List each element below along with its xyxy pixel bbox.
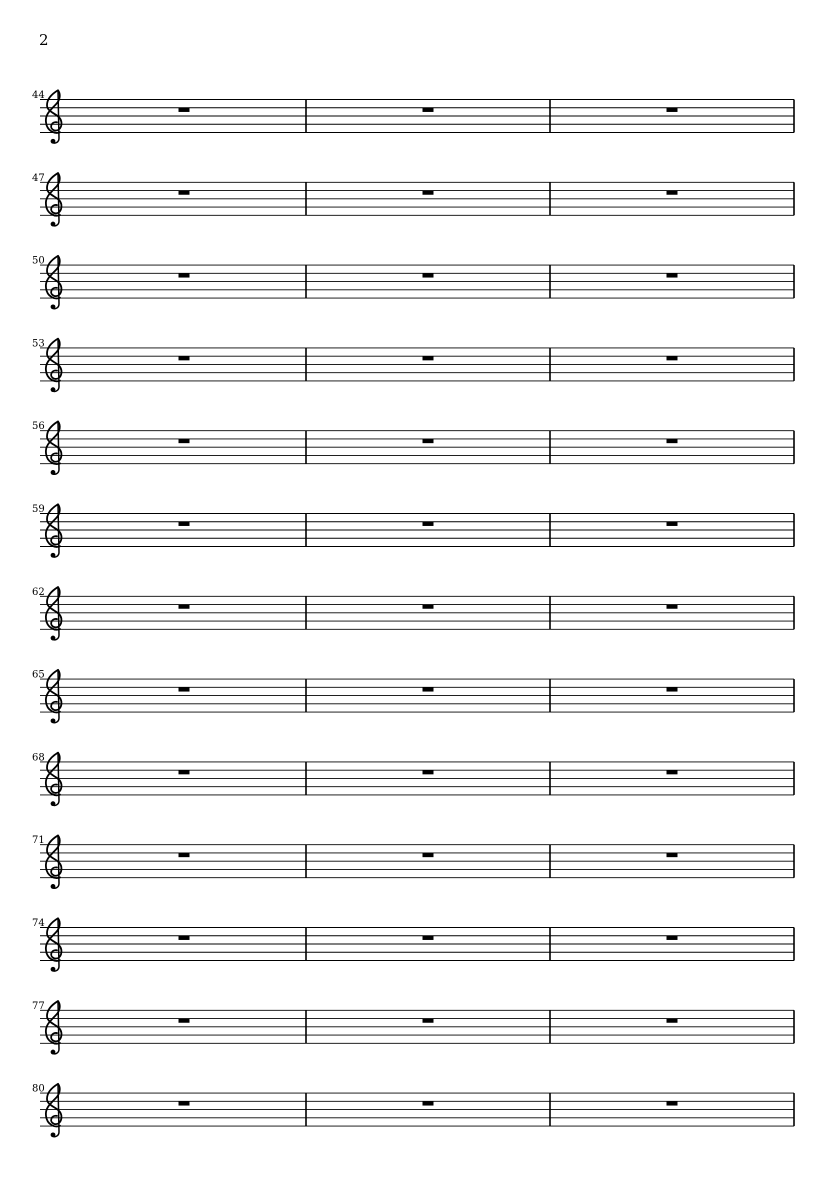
treble-clef-icon [46, 90, 62, 143]
measure-number: 47 [32, 172, 45, 184]
whole-rest-icon [667, 273, 678, 277]
whole-rest-icon [667, 770, 678, 774]
system [32, 256, 794, 310]
treble-clef-icon [46, 918, 62, 971]
measure-number: 71 [32, 835, 45, 847]
whole-rest-icon [423, 1101, 434, 1105]
system [32, 1084, 794, 1138]
system [32, 1001, 794, 1055]
whole-rest-icon [179, 522, 190, 526]
whole-rest-icon [667, 1019, 678, 1023]
treble-clef-icon [46, 339, 62, 392]
system [32, 752, 794, 806]
whole-rest-icon [423, 687, 434, 691]
whole-rest-icon [423, 439, 434, 443]
whole-rest-icon [179, 853, 190, 857]
whole-rest-icon [179, 108, 190, 112]
measure-number: 50 [32, 255, 45, 267]
treble-clef-icon [46, 1084, 62, 1137]
treble-clef-icon [46, 256, 62, 309]
measure-number: 74 [32, 918, 45, 929]
measure-number: 77 [32, 1000, 45, 1012]
treble-clef-icon [46, 587, 62, 640]
whole-rest-icon [423, 605, 434, 609]
treble-clef-icon [46, 670, 62, 723]
page-number: 2 [39, 31, 49, 49]
measure-number: 53 [32, 338, 45, 350]
measure-number: 62 [32, 586, 45, 598]
measure-number: 68 [32, 752, 45, 764]
treble-clef-icon [46, 835, 62, 888]
whole-rest-icon [667, 853, 678, 857]
treble-clef-icon [46, 504, 62, 557]
measure-number: 59 [32, 504, 45, 515]
whole-rest-icon [179, 356, 190, 360]
system [32, 338, 794, 392]
treble-clef-icon [46, 173, 62, 226]
measure-number: 80 [32, 1083, 45, 1095]
measure-number: 44 [32, 90, 45, 101]
whole-rest-icon [179, 1101, 190, 1105]
system [32, 421, 794, 475]
whole-rest-icon [423, 273, 434, 277]
whole-rest-icon [423, 108, 434, 112]
measure-number: 56 [32, 421, 45, 433]
treble-clef-icon [46, 421, 62, 474]
whole-rest-icon [667, 191, 678, 195]
whole-rest-icon [423, 853, 434, 857]
system [32, 504, 794, 558]
whole-rest-icon [667, 936, 678, 940]
whole-rest-icon [423, 356, 434, 360]
system [32, 918, 794, 972]
whole-rest-icon [179, 936, 190, 940]
whole-rest-icon [179, 605, 190, 609]
whole-rest-icon [667, 687, 678, 691]
whole-rest-icon [667, 108, 678, 112]
system [32, 173, 794, 227]
whole-rest-icon [179, 1019, 190, 1023]
whole-rest-icon [179, 439, 190, 443]
treble-clef-icon [46, 753, 62, 806]
measure-number: 65 [32, 669, 45, 681]
whole-rest-icon [179, 770, 190, 774]
whole-rest-icon [179, 273, 190, 277]
whole-rest-icon [179, 687, 190, 691]
whole-rest-icon [423, 522, 434, 526]
system [32, 670, 794, 724]
system [32, 587, 794, 641]
system [32, 835, 794, 889]
whole-rest-icon [179, 191, 190, 195]
whole-rest-icon [667, 1101, 678, 1105]
system [32, 90, 794, 144]
whole-rest-icon [667, 605, 678, 609]
whole-rest-icon [667, 439, 678, 443]
whole-rest-icon [667, 356, 678, 360]
whole-rest-icon [423, 191, 434, 195]
whole-rest-icon [423, 770, 434, 774]
whole-rest-icon [667, 522, 678, 526]
whole-rest-icon [423, 1019, 434, 1023]
whole-rest-icon [423, 936, 434, 940]
treble-clef-icon [46, 1001, 62, 1054]
